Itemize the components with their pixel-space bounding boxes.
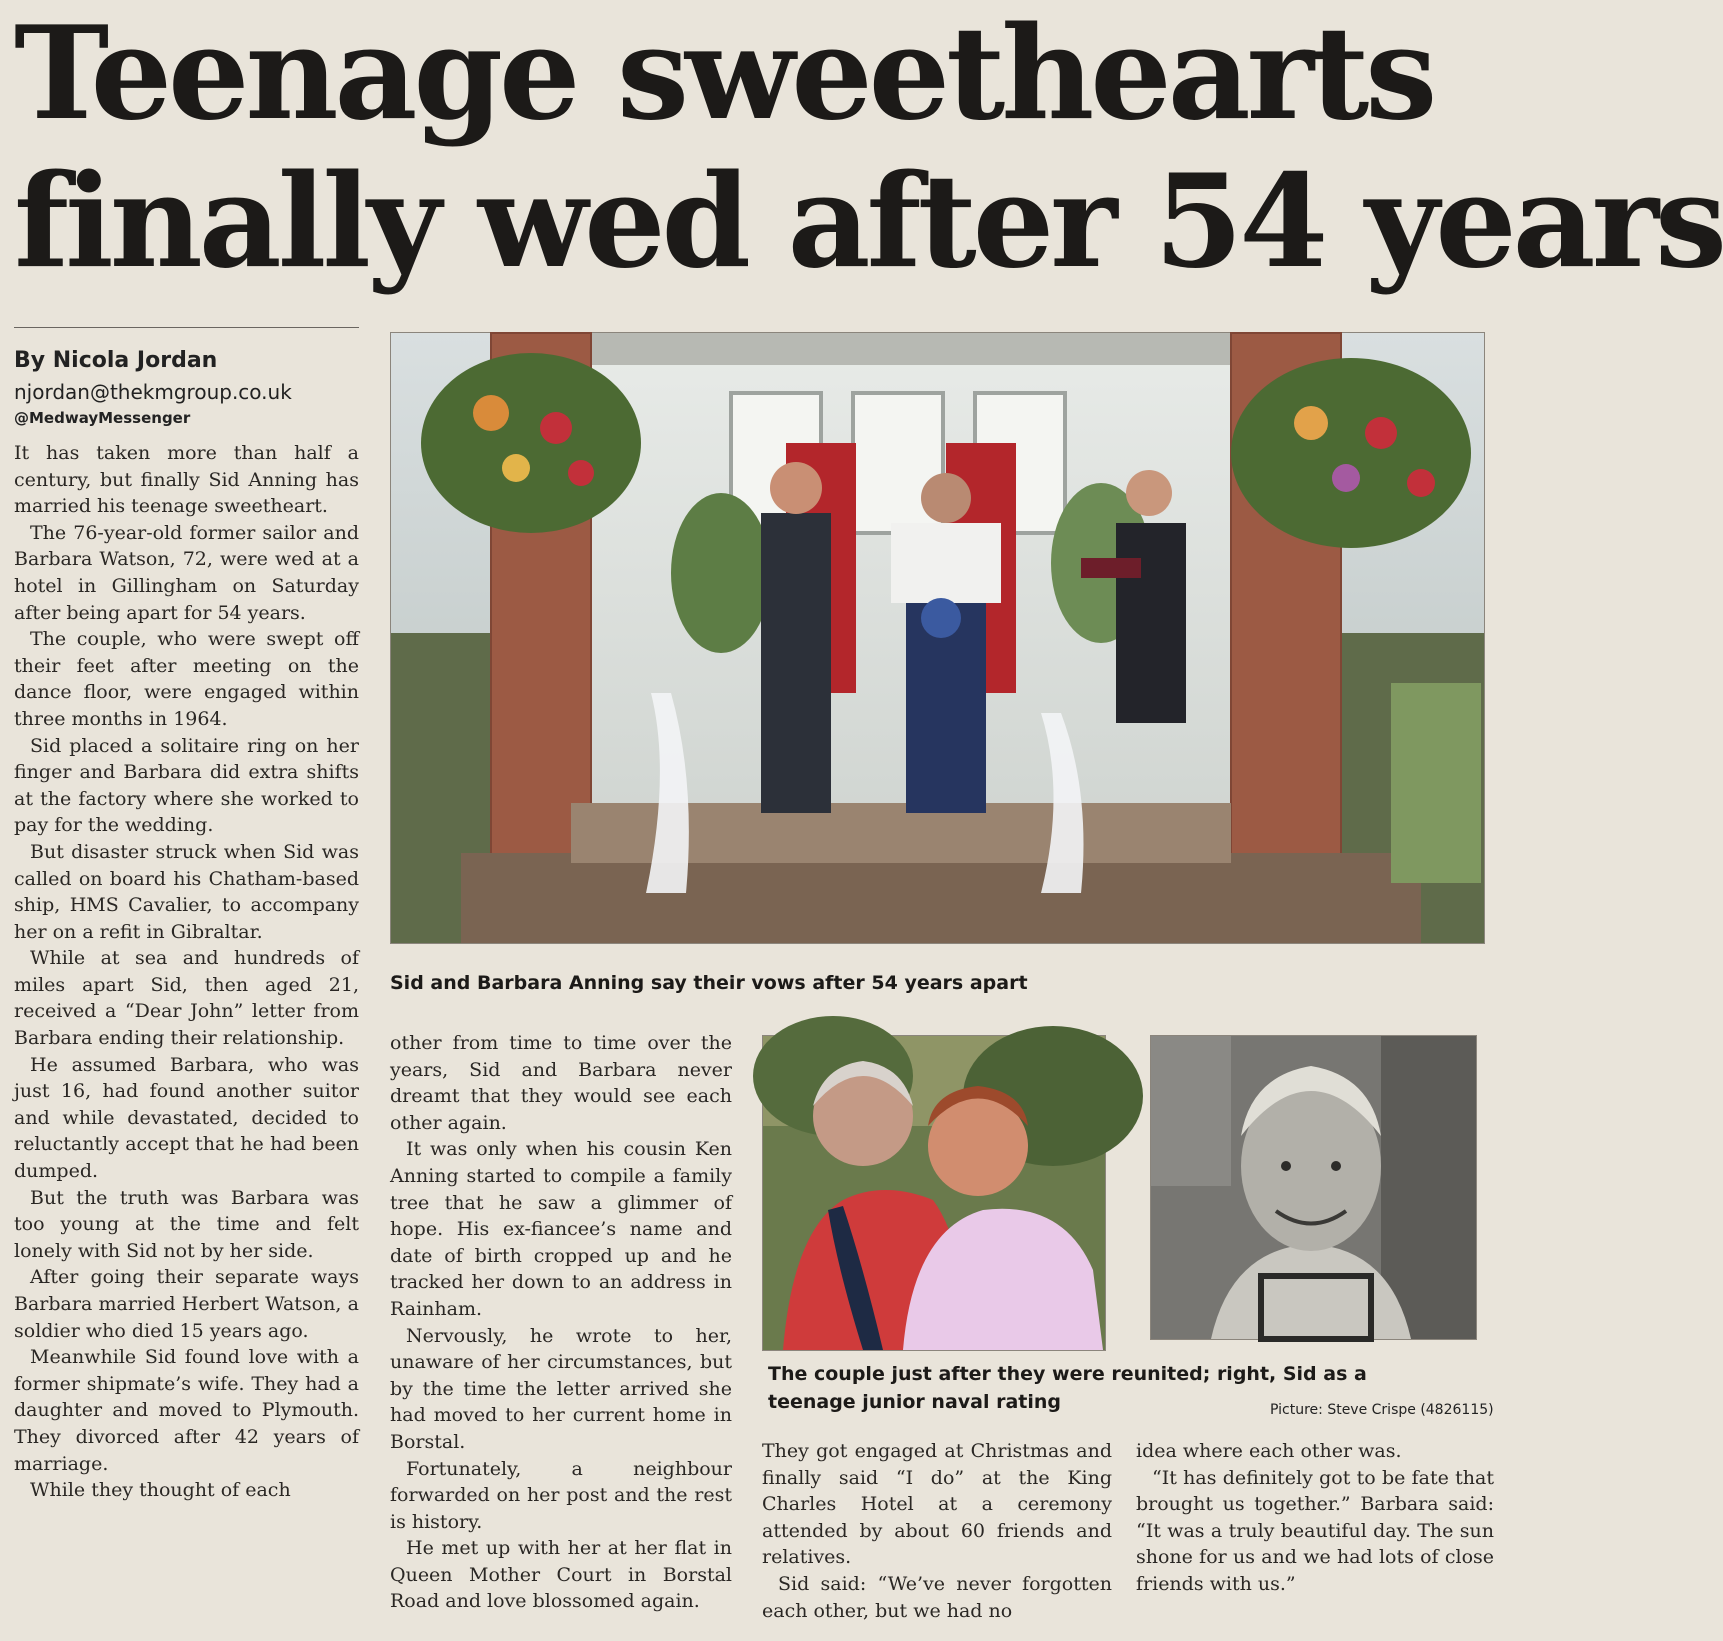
byline-rule <box>14 327 359 328</box>
article-column-2 <box>390 1030 732 1615</box>
article-column-4 <box>1136 1438 1494 1598</box>
paragraph: idea where each other was. <box>1136 1440 1402 1462</box>
paragraph: other from time to time over the years, Sid and Barbara never dreamt that they would see each other again. <box>390 1032 732 1134</box>
article-column-1 <box>14 440 359 1640</box>
paragraph: The 76-year-old former sailor and Barbara Watson, 72, were wed at a hotel in Gillingham on Saturday after being apart for 54 years. <box>14 521 359 624</box>
author-handle: @MedwayMessenger <box>14 409 191 427</box>
paragraph: While at sea and hundreds of miles apart Sid, then aged 21, received a “Dear John” letter from Barbara ending their relationship. <box>14 947 359 1050</box>
wedding-ceremony-photo <box>390 332 1485 944</box>
article-column-3 <box>762 1438 1112 1624</box>
headline-line-1: Teenage sweethearts <box>14 0 1434 149</box>
headline-line-2: finally wed after 54 years <box>14 147 1723 297</box>
paragraph: It has taken more than half a century, but finally Sid Anning has married his teenage sweetheart. <box>14 442 359 518</box>
byline <box>14 345 359 429</box>
paragraph: He assumed Barbara, who was just 16, had found another suitor and while devastated, decided to reluctantly accept that he had been dumped. <box>14 1053 359 1183</box>
main-photo-caption: Sid and Barbara Anning say their vows after 54 years apart <box>390 972 1028 994</box>
paragraph: The couple, who were swept off their feet after meeting on the dance floor, were engaged within three months in 1964. <box>14 628 359 730</box>
paragraph: But the truth was Barbara was too young at the time and felt lonely with Sid not by her side. <box>14 1186 359 1262</box>
paragraph: Sid said: “We’ve never forgotten each other, but we had no <box>762 1572 1112 1622</box>
photo-credit: Picture: Steve Crispe (4826115) <box>1270 1402 1494 1418</box>
paragraph: After going their separate ways Barbara married Herbert Watson, a soldier who died 15 years ago. <box>14 1266 359 1342</box>
author-name: By Nicola Jordan <box>14 348 218 373</box>
secondary-photo-caption: The couple just after they were reunited; right, Sid as a teenage junior naval rating <box>768 1363 1367 1413</box>
paragraph: Fortunately, a neighbour forwarded on her post and the rest is history. <box>390 1457 732 1533</box>
author-email: njordan@thekmgroup.co.uk <box>14 380 292 404</box>
headline <box>14 0 1723 297</box>
paragraph: “It has definitely got to be fate that brought us together.” Barbara said: “It was a truly beautiful day. The sun shone for us and we had lots of close friends with us.” <box>1136 1466 1494 1595</box>
paragraph: Sid placed a solitaire ring on her finger and Barbara did extra shifts at the factory where she worked to pay for the wedding. <box>14 734 359 837</box>
paragraph: Meanwhile Sid found love with a former shipmate’s wife. They had a daughter and moved to Plymouth. They divorced after 42 years of marriage. <box>14 1346 359 1475</box>
reunited-couple-photo <box>762 1035 1106 1351</box>
paragraph: While they thought of each <box>30 1479 291 1502</box>
paragraph: Nervously, he wrote to her, unaware of her circumstances, but by the time the letter arrived she had moved to her current home in Borstal. <box>390 1324 732 1453</box>
paragraph: It was only when his cousin Ken Anning started to compile a family tree that he saw a glimmer of hope. His ex-fiancee’s name and date of birth cropped up and he tracked her down to an address in Rainham. <box>390 1138 732 1320</box>
young-sid-photo <box>1150 1035 1477 1340</box>
paragraph: They got engaged at Christmas and finally said “I do” at the King Charles Hotel at a ceremony attended by about 60 friends and relatives. <box>762 1440 1112 1569</box>
paragraph: He met up with her at her flat in Queen Mother Court in Borstal Road and love blossomed again. <box>390 1537 732 1613</box>
paragraph: But disaster struck when Sid was called on board his Chatham-based ship, HMS Cavalier, to accompany her on a refit in Gibraltar. <box>14 840 359 943</box>
